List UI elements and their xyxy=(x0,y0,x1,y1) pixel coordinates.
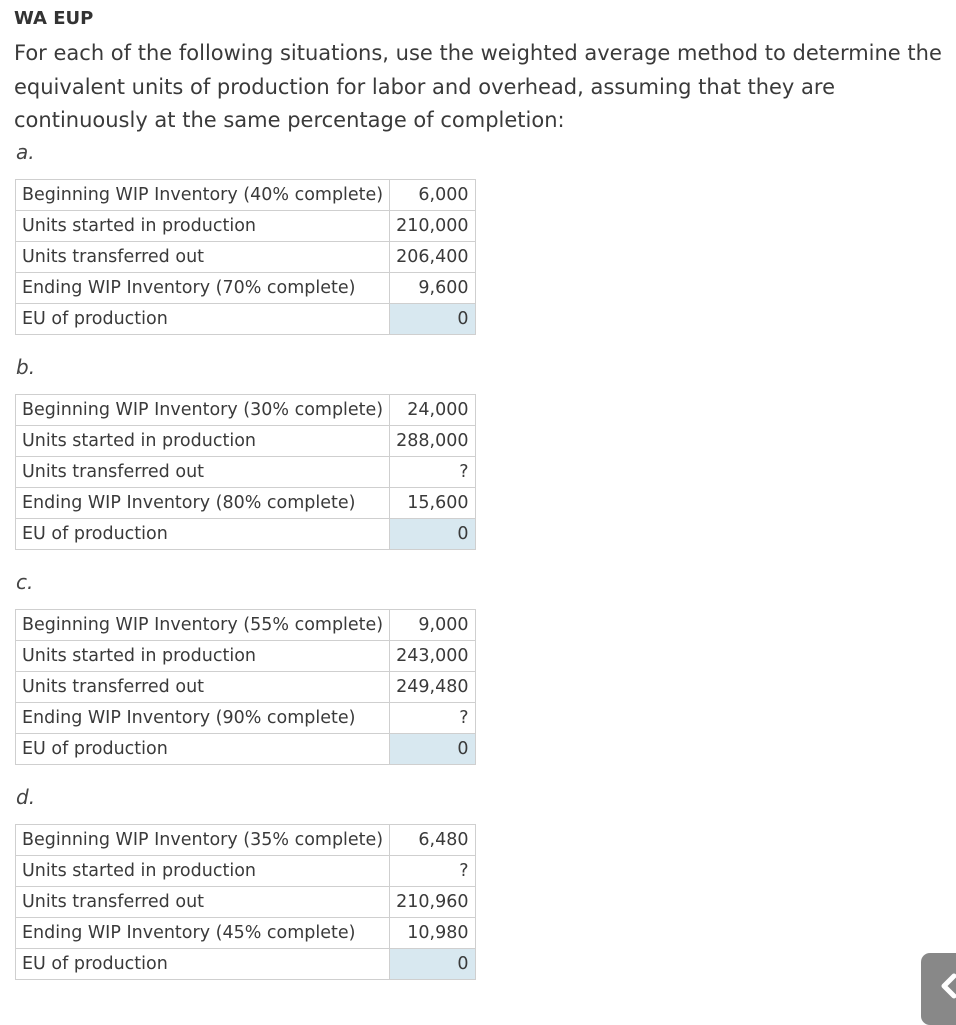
table-row xyxy=(16,825,476,856)
row-value: 24,000 xyxy=(390,395,475,426)
row-label: Beginning WIP Inventory (40% complete) xyxy=(16,180,390,211)
row-value: 249,480 xyxy=(390,672,475,703)
problem-letter: b. xyxy=(16,355,36,379)
row-label: Units transferred out xyxy=(16,457,390,488)
problem-table xyxy=(15,609,476,765)
table-row xyxy=(16,734,476,765)
table-row xyxy=(16,519,476,550)
table-row xyxy=(16,304,476,335)
eu-answer-input[interactable]: 0 xyxy=(390,949,475,980)
row-value: 9,600 xyxy=(390,273,475,304)
row-label: EU of production xyxy=(16,949,390,980)
instructions-text: For each of the following situations, use the weighted average method to determine the equivalent units of production for labor and overhead, assuming that they are continuously at the same percentage of completion: xyxy=(14,41,942,132)
row-label: Beginning WIP Inventory (35% complete) xyxy=(16,825,390,856)
table-row xyxy=(16,856,476,887)
chevron-left-icon xyxy=(935,971,956,1001)
row-label: EU of production xyxy=(16,734,390,765)
table-row xyxy=(16,488,476,519)
row-value: 9,000 xyxy=(390,610,475,641)
problem-c xyxy=(14,570,469,759)
problem-table xyxy=(15,394,476,550)
table-row xyxy=(16,949,476,980)
row-label: Ending WIP Inventory (45% complete) xyxy=(16,918,390,949)
table-row xyxy=(16,918,476,949)
problem-table xyxy=(15,824,476,980)
eu-answer-input[interactable]: 0 xyxy=(390,519,475,550)
table-row xyxy=(16,610,476,641)
row-label: Units started in production xyxy=(16,856,390,887)
table-row xyxy=(16,395,476,426)
eu-answer-input[interactable]: 0 xyxy=(390,734,475,765)
table-row xyxy=(16,273,476,304)
eu-answer-input[interactable]: 0 xyxy=(390,304,475,335)
table-row xyxy=(16,672,476,703)
row-label: Units transferred out xyxy=(16,672,390,703)
row-value: 10,980 xyxy=(390,918,475,949)
table-row xyxy=(16,426,476,457)
problem-b xyxy=(14,355,469,544)
problem-letter: a. xyxy=(16,140,35,164)
problem-table xyxy=(15,179,476,335)
previous-button[interactable] xyxy=(921,953,956,1025)
row-label: Ending WIP Inventory (70% complete) xyxy=(16,273,390,304)
row-value: ? xyxy=(390,703,475,734)
table-row xyxy=(16,703,476,734)
problem-a xyxy=(14,140,469,329)
row-label: Units transferred out xyxy=(16,887,390,918)
row-value: 210,000 xyxy=(390,211,475,242)
row-value: 6,480 xyxy=(390,825,475,856)
table-row xyxy=(16,242,476,273)
row-label: Beginning WIP Inventory (55% complete) xyxy=(16,610,390,641)
table-row xyxy=(16,641,476,672)
page-title: WA EUP xyxy=(14,8,94,29)
row-label: Units started in production xyxy=(16,641,390,672)
row-label: EU of production xyxy=(16,304,390,335)
row-label: Ending WIP Inventory (90% complete) xyxy=(16,703,390,734)
row-value: 6,000 xyxy=(390,180,475,211)
table-row xyxy=(16,180,476,211)
row-value: 15,600 xyxy=(390,488,475,519)
row-value: 243,000 xyxy=(390,641,475,672)
row-label: Units transferred out xyxy=(16,242,390,273)
row-label: Units started in production xyxy=(16,211,390,242)
page-header xyxy=(14,6,956,138)
row-label: EU of production xyxy=(16,519,390,550)
table-row xyxy=(16,211,476,242)
table-row xyxy=(16,457,476,488)
problem-d xyxy=(14,785,469,974)
table-row xyxy=(16,887,476,918)
row-label: Ending WIP Inventory (80% complete) xyxy=(16,488,390,519)
row-value: 210,960 xyxy=(390,887,475,918)
row-value: ? xyxy=(390,856,475,887)
row-value: 288,000 xyxy=(390,426,475,457)
row-label: Beginning WIP Inventory (30% complete) xyxy=(16,395,390,426)
row-value: ? xyxy=(390,457,475,488)
problem-letter: d. xyxy=(16,785,36,809)
row-label: Units started in production xyxy=(16,426,390,457)
row-value: 206,400 xyxy=(390,242,475,273)
problem-letter: c. xyxy=(16,570,34,594)
